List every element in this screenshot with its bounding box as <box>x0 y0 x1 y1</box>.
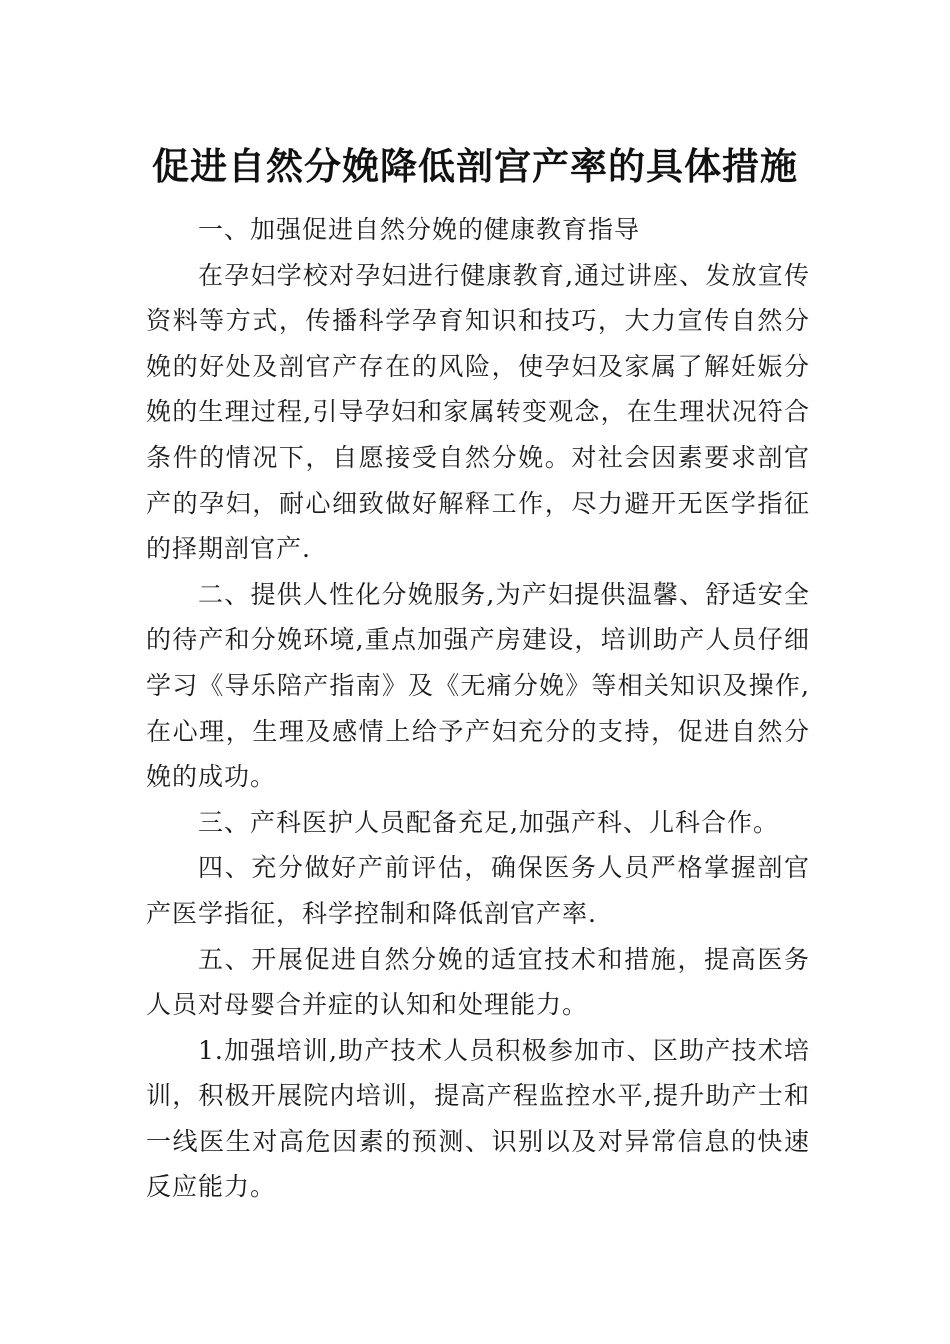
section-heading-1: 一、加强促进自然分娩的健康教育指导 <box>198 215 641 244</box>
paragraph-prenatal-assessment: 四、充分做好产前评估，确保医务人员严格掌握剖官产医学指征，科学控制和降低剖官产率. <box>146 853 810 928</box>
paragraph-appropriate-techniques: 五、开展促进自然分娩的适宜技术和措施，提高医务人员对母婴合并症的认知和处理能力。 <box>146 944 810 1020</box>
document-title: 促进自然分娩降低剖宫产率的具体措施 <box>152 144 798 188</box>
document-body <box>146 207 810 1210</box>
paragraph-training: 1.加强培训,助产技术人员积极参加市、区助产技术培训，积极开展院内培训，提高产程监控水平,提升助产士和一线医生对高危因素的预测、识别以及对异常信息的快速反应能力。 <box>146 1035 810 1202</box>
paragraph-staffing: 三、产科医护人员配备充足,加强产科、儿科合作。 <box>198 807 779 837</box>
paragraph-humanized-service: 二、提供人性化分娩服务,为产妇提供温馨、舒适安全的待产和分娩环境,重点加强产房建设，培训助产人员仔细学习《导乐陪产指南》及《无痛分娩》等相关知识及操作,在心理，生理及感情上给予产妇充分的支持，促进自然分娩的成功。 <box>146 579 810 792</box>
paragraph-health-education: 在孕妇学校对孕妇进行健康教育,通过讲座、发放宣传资料等方式，传播科学孕育知识和技巧，大力宣传自然分娩的好处及剖官产存在的风险，使孕妇及家属了解妊娠分娩的生理过程,引导孕妇和家属转变观念，在生理状况符合条件的情况下，自愿接受自然分娩。对社会因素要求剖官产的孕妇，耐心细致做好解释工作，尽力避开无医学指征的择期剖官产. <box>146 260 810 564</box>
